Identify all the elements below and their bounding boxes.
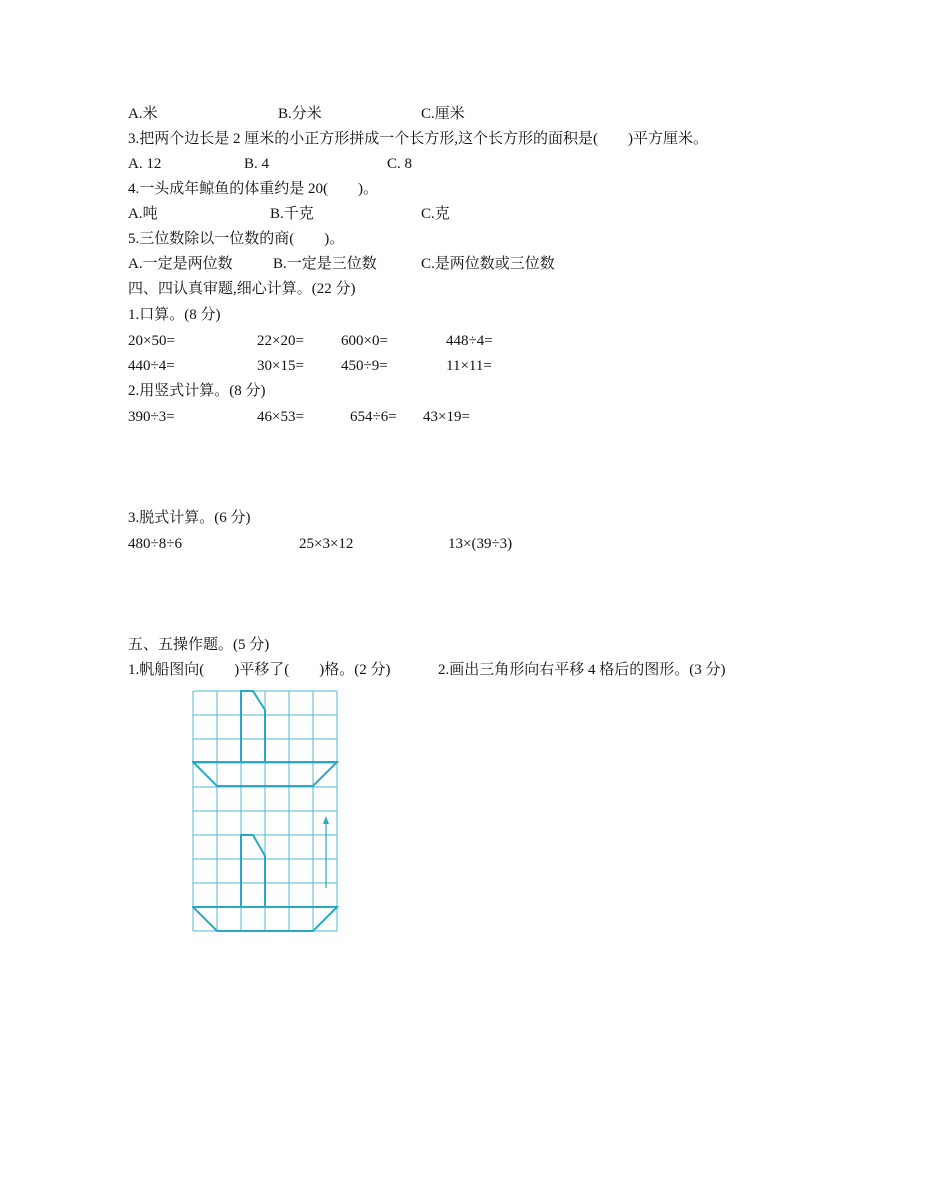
q2-option-c: C.厘米 [421, 106, 465, 122]
q4-option-b: B.千克 [270, 206, 314, 222]
stepwise-calc-item: 25×3×12 [299, 536, 354, 552]
q2-option-b: B.分米 [278, 106, 322, 122]
sailboat-lower-sail [241, 835, 265, 907]
section5-title: 五、五操作题。(5 分) [128, 637, 270, 653]
q4-option-a: A.吨 [128, 206, 158, 222]
oral-calc-item: 450÷9= [341, 358, 388, 374]
q5-stem: 5.三位数除以一位数的商( )。 [128, 231, 345, 247]
oral-calc-item: 600×0= [341, 333, 388, 349]
stepwise-calc-item: 480÷8÷6 [128, 536, 182, 552]
oral-calc-item: 20×50= [128, 333, 175, 349]
q5-option-b: B.一定是三位数 [273, 256, 377, 272]
translation-grid-figure [192, 690, 340, 936]
oral-calc-item: 448÷4= [446, 333, 493, 349]
vertical-calc-item: 654÷6= [350, 409, 397, 425]
q3-option-a: A. 12 [128, 156, 162, 172]
stepwise-calc-item: 13×(39÷3) [448, 536, 513, 552]
oral-calc-item: 22×20= [257, 333, 304, 349]
oral-calc-item: 11×11= [446, 358, 492, 374]
section5-q1: 1.帆船图向( )平移了( )格。(2 分) [128, 662, 391, 678]
q5-option-c: C.是两位数或三位数 [421, 256, 555, 272]
oral-calc-item: 30×15= [257, 358, 304, 374]
section4-title: 四、四认真审题,细心计算。(22 分) [128, 281, 356, 297]
vertical-calc-item: 390÷3= [128, 409, 175, 425]
oral-calc-item: 440÷4= [128, 358, 175, 374]
up-arrow-icon [323, 816, 329, 888]
q4-option-c: C.克 [421, 206, 450, 222]
sailboat-upper-sail [241, 691, 265, 762]
section5-q2: 2.画出三角形向右平移 4 格后的图形。(3 分) [438, 662, 726, 678]
stepwise-calc-title: 3.脱式计算。(6 分) [128, 510, 251, 526]
q3-option-c: C. 8 [387, 156, 413, 172]
vertical-calc-title: 2.用竖式计算。(8 分) [128, 383, 266, 399]
q5-option-a: A.一定是两位数 [128, 256, 233, 272]
oral-calc-title: 1.口算。(8 分) [128, 307, 221, 323]
q3-option-b: B. 4 [244, 156, 270, 172]
vertical-calc-item: 43×19= [423, 409, 470, 425]
q4-stem: 4.一头成年鲸鱼的体重约是 20( )。 [128, 181, 378, 197]
q2-option-a: A.米 [128, 106, 158, 122]
q3-stem: 3.把两个边长是 2 厘米的小正方形拼成一个长方形,这个长方形的面积是( )平方厘米。 [128, 131, 708, 147]
vertical-calc-item: 46×53= [257, 409, 304, 425]
